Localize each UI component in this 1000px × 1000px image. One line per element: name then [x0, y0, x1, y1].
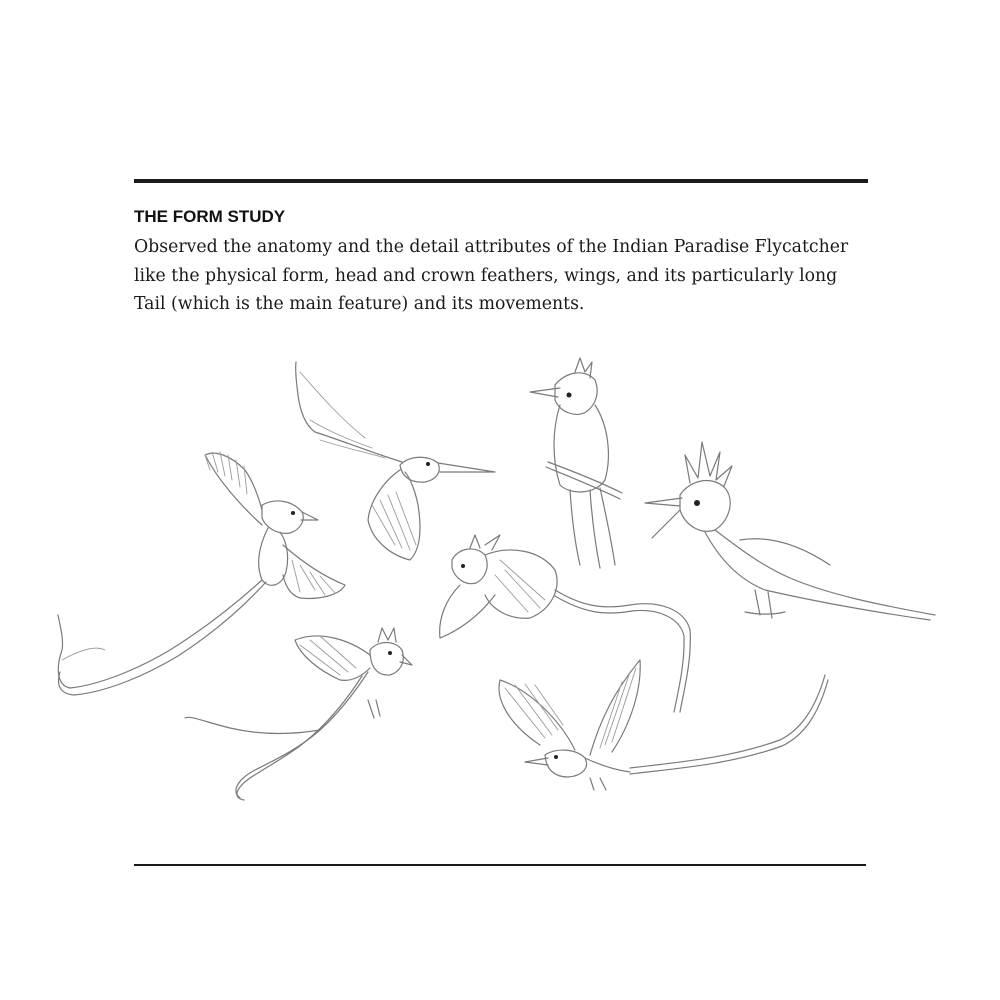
bird-sketch-lower-right [499, 660, 828, 790]
body-line: Tail (which is the main feature) and its movements. [134, 294, 585, 314]
bird-sketch-perched-crest [530, 358, 622, 568]
bird-sketch-lower-left [185, 628, 412, 800]
section-body [134, 233, 894, 319]
top-divider [134, 179, 868, 183]
body-line: like the physical form, head and crown feathers, wings, and its particularly long [134, 265, 838, 286]
body-line: Observed the anatomy and the detail attributes of the Indian Paradise Flycatcher [134, 237, 849, 257]
bottom-divider [134, 864, 866, 866]
bird-sketch-center [440, 535, 691, 712]
bird-sketch-flying-left [58, 452, 345, 695]
section-heading: THE FORM STUDY [134, 207, 286, 226]
bird-sketch-crested-calling [645, 442, 935, 620]
bird-sketch-flying-top [296, 362, 495, 560]
bird-sketch-illustration [0, 340, 1000, 820]
